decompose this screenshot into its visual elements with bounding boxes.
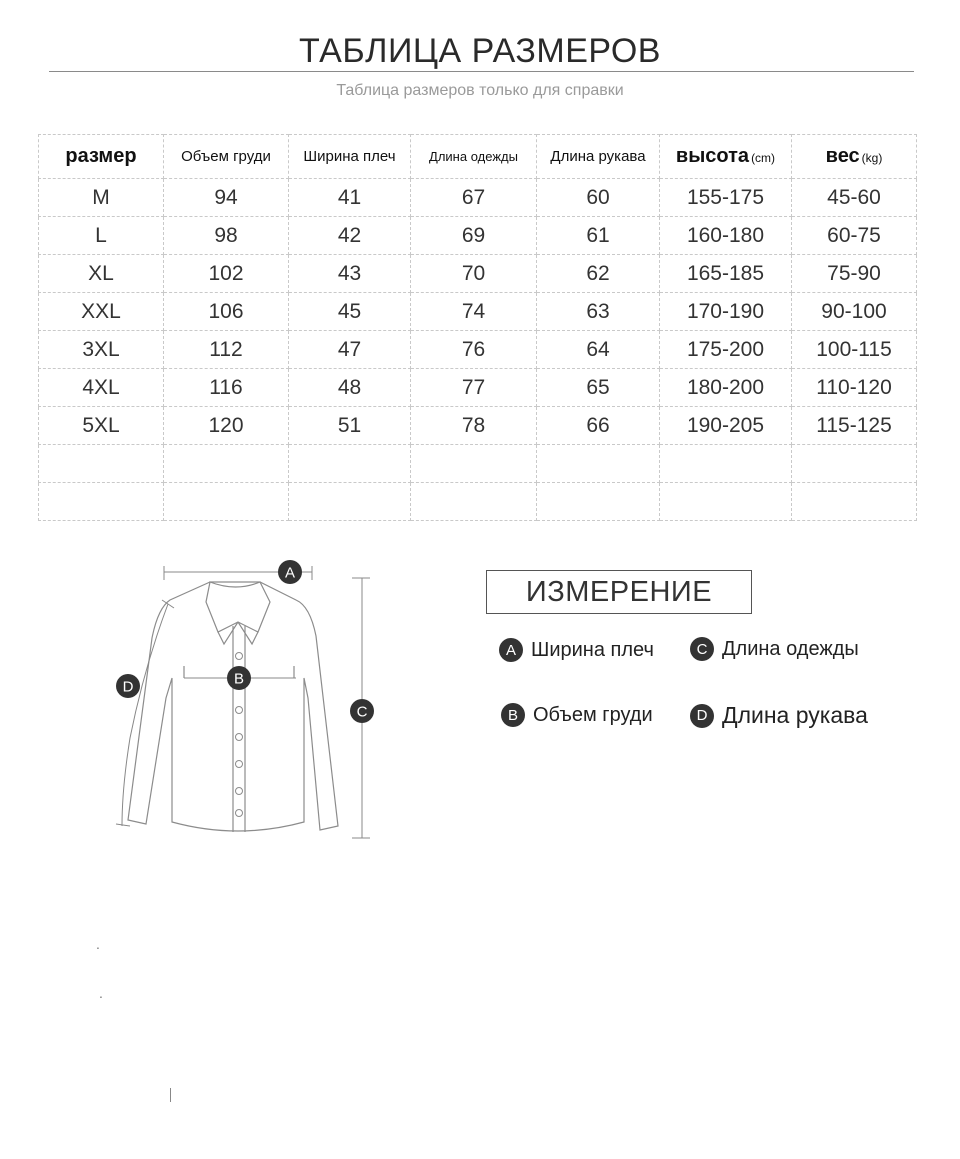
cell-size: M [39, 179, 164, 217]
legend-badge-b: B [501, 703, 525, 727]
cell-height: 190-205 [660, 407, 792, 445]
cell-chest: 98 [164, 217, 289, 255]
cell-height: 175-200 [660, 331, 792, 369]
page-subtitle: Таблица размеров только для справки [336, 82, 624, 99]
legend-shoulder [499, 638, 654, 662]
cell-size: L [39, 217, 164, 255]
header-weight-label: вес [825, 145, 860, 167]
stray-dot-2: . [99, 985, 103, 1001]
shirt-placket [233, 626, 245, 832]
cell-size: XXL [39, 293, 164, 331]
cell-chest [164, 445, 289, 483]
cell-length: 67 [411, 179, 537, 217]
cell-shoulder [289, 483, 411, 521]
table-row [39, 483, 917, 521]
header-weight-unit: (kg) [861, 151, 883, 165]
header-weight [792, 135, 917, 179]
cell-chest: 102 [164, 255, 289, 293]
legend-badge-c: C [690, 637, 714, 661]
cell-length: 76 [411, 331, 537, 369]
cell-shoulder: 47 [289, 331, 411, 369]
cell-sleeve: 64 [537, 331, 660, 369]
marker-b [227, 666, 251, 690]
cell-length [411, 483, 537, 521]
cell-height: 160-180 [660, 217, 792, 255]
cell-chest: 94 [164, 179, 289, 217]
legend-badge-d: D [690, 704, 714, 728]
marker-d-label: D [122, 678, 134, 696]
cell-length [411, 445, 537, 483]
legend-length [690, 637, 859, 661]
cell-size: XL [39, 255, 164, 293]
table-row [39, 445, 917, 483]
header-shoulder: Ширина плеч [289, 135, 411, 179]
page-title: ТАБЛИЦА РАЗМЕРОВ [299, 32, 661, 70]
cell-sleeve [537, 483, 660, 521]
marker-c [350, 699, 374, 723]
header-chest: Объем груди [164, 135, 289, 179]
table-header-row [39, 135, 917, 179]
table-row [39, 179, 917, 217]
cell-chest: 120 [164, 407, 289, 445]
stray-dot-1: . [96, 936, 100, 952]
cell-size: 3XL [39, 331, 164, 369]
shirt-diagram [100, 548, 400, 848]
cell-sleeve: 60 [537, 179, 660, 217]
table-row [39, 217, 917, 255]
cell-weight: 60-75 [792, 217, 917, 255]
header-height-label: высота [675, 145, 750, 167]
cell-height: 155-175 [660, 179, 792, 217]
cell-weight: 45-60 [792, 179, 917, 217]
header-size: размер [39, 135, 164, 179]
cell-size [39, 483, 164, 521]
legend-badge-a: A [499, 638, 523, 662]
cell-weight: 100-115 [792, 331, 917, 369]
cell-weight: 75-90 [792, 255, 917, 293]
cell-sleeve: 66 [537, 407, 660, 445]
shirt-button [236, 810, 243, 817]
cell-length: 69 [411, 217, 537, 255]
header-height [660, 135, 792, 179]
cell-sleeve: 63 [537, 293, 660, 331]
marker-c-label: C [356, 703, 368, 721]
shirt-collar [206, 582, 270, 632]
header-length: Длина одежды [411, 135, 537, 179]
marker-a [278, 560, 302, 584]
cell-height [660, 483, 792, 521]
shirt-button [236, 734, 243, 741]
legend-label-length: Длина одежды [722, 637, 859, 660]
cell-shoulder: 41 [289, 179, 411, 217]
shirt-button [236, 761, 243, 768]
size-table [38, 134, 917, 521]
cell-chest: 116 [164, 369, 289, 407]
legend-label-chest: Объем груди [533, 703, 653, 726]
cell-height: 165-185 [660, 255, 792, 293]
shirt-button [236, 788, 243, 795]
header-sleeve: Длина рукава [537, 135, 660, 179]
cell-length: 74 [411, 293, 537, 331]
table-row [39, 369, 917, 407]
table-row [39, 407, 917, 445]
cell-length: 77 [411, 369, 537, 407]
cell-height: 180-200 [660, 369, 792, 407]
legend-label-sleeve: Длина рукава [722, 702, 868, 728]
sleeve-measure-line [116, 600, 174, 826]
cell-length: 78 [411, 407, 537, 445]
cell-shoulder [289, 445, 411, 483]
cell-sleeve: 62 [537, 255, 660, 293]
cell-size [39, 445, 164, 483]
cell-chest: 106 [164, 293, 289, 331]
cell-weight: 90-100 [792, 293, 917, 331]
cell-shoulder: 45 [289, 293, 411, 331]
marker-d [116, 674, 140, 698]
cell-sleeve: 61 [537, 217, 660, 255]
cell-shoulder: 42 [289, 217, 411, 255]
cell-height [660, 445, 792, 483]
legend-label-shoulder: Ширина плеч [531, 638, 654, 661]
cell-chest: 112 [164, 331, 289, 369]
legend-sleeve [690, 702, 868, 729]
title-divider [49, 71, 914, 72]
legend-chest [501, 703, 653, 727]
measurement-title: ИЗМЕРЕНИЕ [486, 570, 752, 614]
cell-sleeve: 65 [537, 369, 660, 407]
cell-weight [792, 445, 917, 483]
table-row [39, 331, 917, 369]
cell-height: 170-190 [660, 293, 792, 331]
cell-length: 70 [411, 255, 537, 293]
stray-line [170, 1088, 171, 1102]
cell-weight: 115-125 [792, 407, 917, 445]
shirt-button [236, 707, 243, 714]
marker-b-label: B [233, 670, 245, 688]
table-row [39, 293, 917, 331]
header-height-unit: (cm) [751, 151, 776, 165]
cell-shoulder: 48 [289, 369, 411, 407]
table-row [39, 255, 917, 293]
cell-size: 4XL [39, 369, 164, 407]
marker-a-label: A [284, 564, 296, 582]
cell-weight [792, 483, 917, 521]
cell-shoulder: 51 [289, 407, 411, 445]
cell-shoulder: 43 [289, 255, 411, 293]
cell-sleeve [537, 445, 660, 483]
shirt-button [236, 653, 243, 660]
cell-chest [164, 483, 289, 521]
cell-size: 5XL [39, 407, 164, 445]
cell-weight: 110-120 [792, 369, 917, 407]
